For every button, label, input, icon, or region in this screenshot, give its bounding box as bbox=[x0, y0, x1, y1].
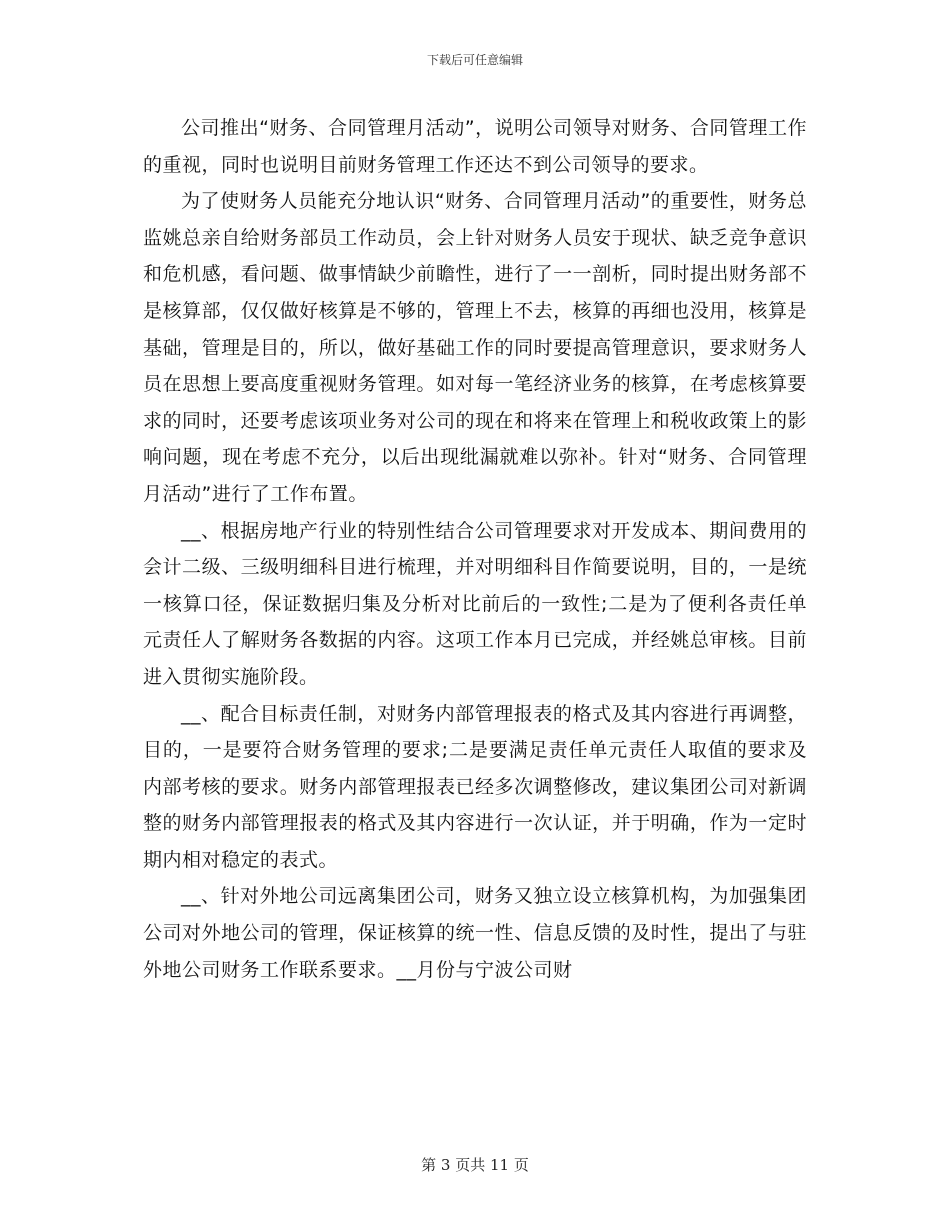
paragraph-1: 公司推出“财务、合同管理月活动”，说明公司领导对财务、合同管理工作的重视，同时也说明目前财务管理工作还达不到公司领导的要求。 bbox=[143, 117, 807, 176]
paragraph-4: __、配合目标责任制，对财务内部管理报表的格式及其内容进行再调整，目的，一是要符合财务管理的要求;二是要满足责任单元责任人取值的要求及内部考核的要求。财务内部管理报表已经多次调整修改，建议集团公司对新调整的财务内部管理报表的格式及其内容进行一次认证，并于明确，作为一定时期内相对稳定的表式。 bbox=[143, 702, 807, 871]
paragraph-2: 为了使财务人员能充分地认识“财务、合同管理月活动”的重要性，财务总监姚总亲自给财务部员工作动员，会上针对财务人员安于现状、缺乏竞争意识和危机感，看问题、做事情缺少前瞻性，进行了一一剖析，同时提出财务部不是核算部，仅仅做好核算是不够的，管理上不去，核算的再细也没用，核算是基础，管理是目的，所以，做好基础工作的同时要提高管理意识，要求财务人员在思想上要高度重视财务管理。如对每一笔经济业务的核算，在考虑核算要求的同时，还要考虑该项业务对公司的现在和将来在管理上和税收政策上的影响问题，现在考虑不充分，以后出现纰漏就难以弥补。针对“财务、合同管理月活动”进行了工作布置。 bbox=[143, 190, 807, 505]
page-number: 第 3 页共 11 页 bbox=[421, 1156, 529, 1174]
paragraph-3: __、根据房地产行业的特别性结合公司管理要求对开发成本、期间费用的会计二级、三级明细科目进行梳理，并对明细科目作简要说明，目的，一是统一核算口径，保证数据归集及分析对比前后的一致性;二是为了便利各责任单元责任人了解财务各数据的内容。这项工作本月已完成，并经姚总审核。目前进入贯彻实施阶段。 bbox=[143, 519, 807, 688]
paragraph-5: __、针对外地公司远离集团公司，财务又独立设立核算机构，为加强集团公司对外地公司的管理，保证核算的统一性、信息反馈的及时性，提出了与驻外地公司财务工作联系要求。__月份与宁波公司财 bbox=[143, 885, 807, 981]
page-header-note: 下载后可任意编辑 bbox=[426, 53, 523, 67]
document-body bbox=[143, 110, 807, 988]
